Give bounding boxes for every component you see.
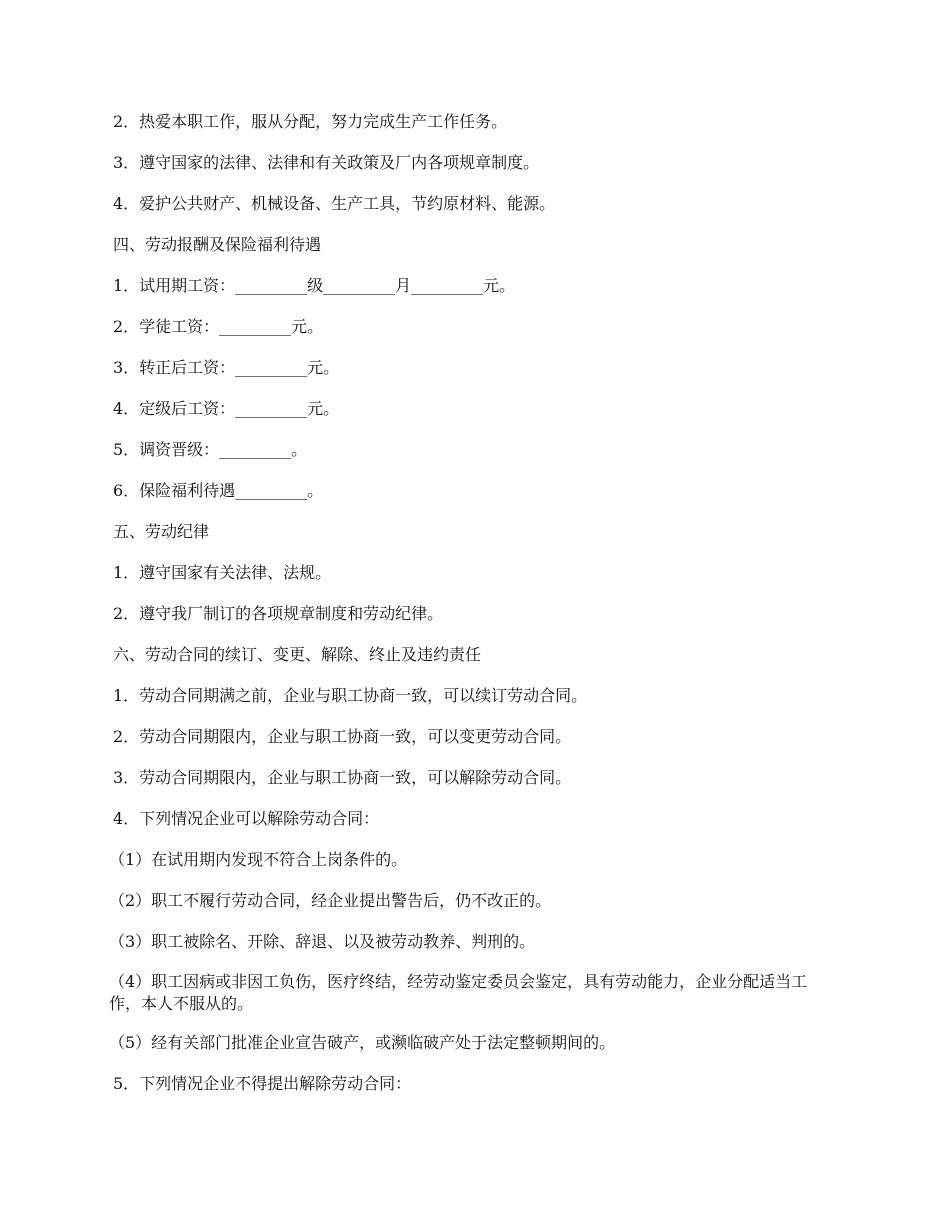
paragraph: 2．热爱本职工作，服从分配，努力完成生产工作任务。 [113, 112, 508, 131]
sub-item: （5）经有关部门批准企业宣告破产，或濒临破产处于法定整顿期间的。 [109, 1033, 616, 1052]
paragraph: 1．试用期工资：_________级_________月_________元。 [113, 276, 516, 295]
paragraph: 2．劳动合同期限内，企业与职工协商一致，可以变更劳动合同。 [113, 727, 572, 746]
paragraph: 3．遵守国家的法律、法律和有关政策及厂内各项规章制度。 [113, 153, 540, 172]
sub-item: （2）职工不履行劳动合同，经企业提出警告后，仍不改正的。 [109, 891, 552, 910]
paragraph: 1．劳动合同期满之前，企业与职工协商一致，可以续订劳动合同。 [113, 686, 588, 705]
paragraph: 2．遵守我厂制订的各项规章制度和劳动纪律。 [113, 604, 444, 623]
paragraph: 6．保险福利待遇_________。 [113, 481, 324, 500]
paragraph: 3．劳动合同期限内，企业与职工协商一致，可以解除劳动合同。 [113, 768, 572, 787]
paragraph: 5．下列情况企业不得提出解除劳动合同： [113, 1074, 412, 1093]
section-heading: 四、劳动报酬及保险福利待遇 [113, 235, 322, 254]
paragraph: 5．调资晋级：_________。 [113, 440, 308, 459]
paragraph: 4．定级后工资：_________元。 [113, 399, 340, 418]
paragraph: 4．爱护公共财产、机械设备、生产工具，节约原材料、能源。 [113, 194, 556, 213]
paragraph: 4．下列情况企业可以解除劳动合同： [113, 809, 380, 828]
section-heading: 六、劳动合同的续订、变更、解除、终止及违约责任 [113, 645, 482, 664]
paragraph: 1．遵守国家有关法律、法规。 [113, 563, 332, 582]
sub-item: （4）职工因病或非因工负伤，医疗终结，经劳动鉴定委员会鉴定，具有劳动能力，企业分配适当工作，本人不服从的。 [109, 972, 808, 1013]
sub-item: （1）在试用期内发现不符合上岗条件的。 [109, 850, 408, 869]
section-heading: 五、劳动纪律 [113, 522, 210, 541]
sub-item: （3）职工被除名、开除、辞退、以及被劳动教养、判刑的。 [109, 932, 536, 951]
document-page [109, 110, 838, 1113]
paragraph: 3．转正后工资：_________元。 [113, 358, 340, 377]
paragraph: 2．学徒工资：_________元。 [113, 317, 324, 336]
